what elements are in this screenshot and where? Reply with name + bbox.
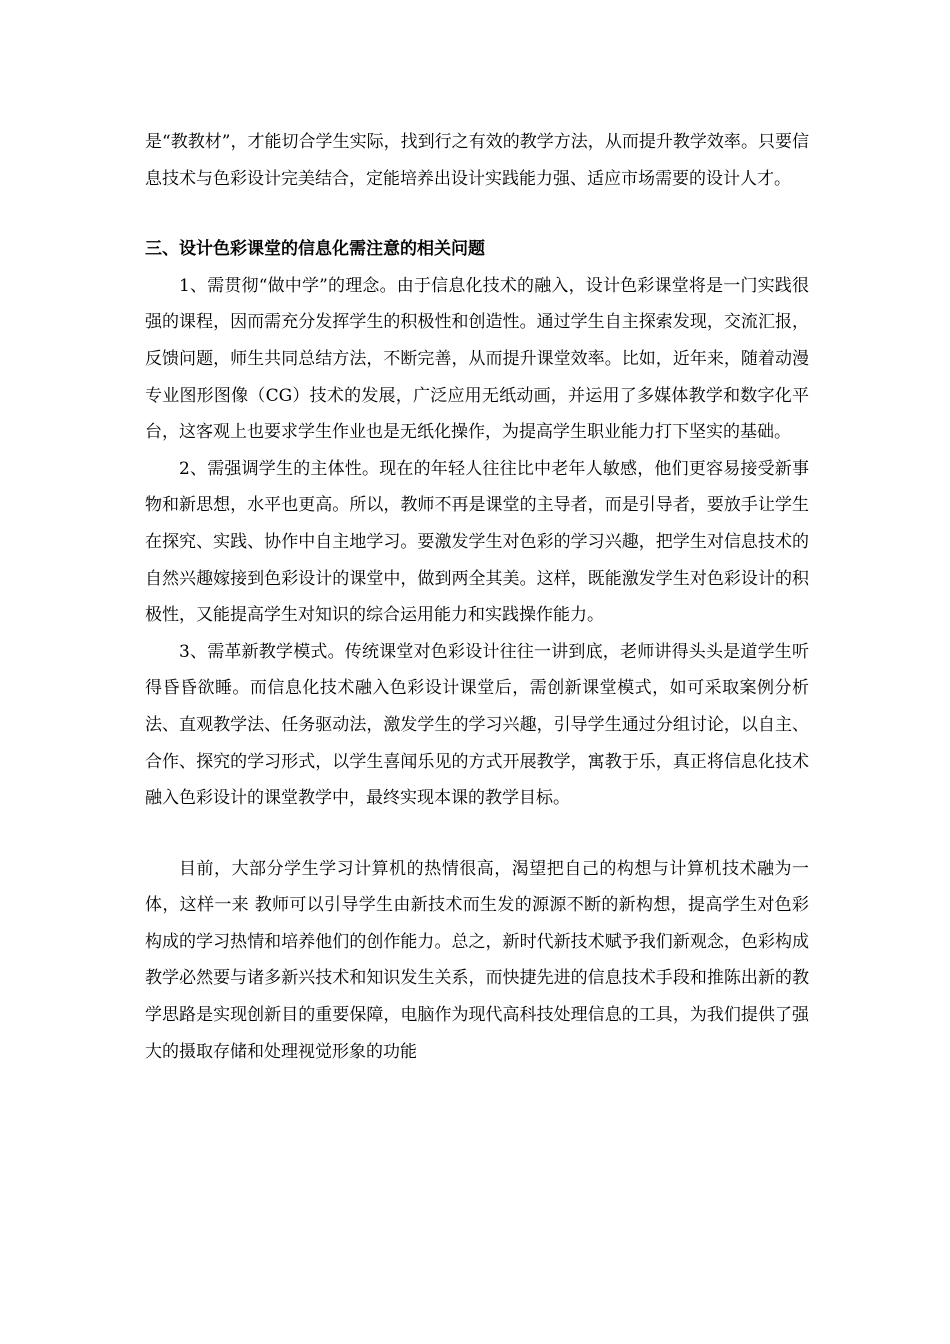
point-1-paragraph: 1、需贯彻“做中学”的理念。由于信息化技术的融入，设计色彩课堂将是一门实践很强的课程，因而需充分发挥学生的积极性和创造性。通过学生自主探索发现，交流汇报，反馈问题，师生共同总结方法，不断完善，从而提升课堂效率。比如，近年来，随着动漫专业图形图像（CG）技术的发展，广泛应用无纸动画，并运用了多媒体教学和数字化平台，这客观上也要求学生作业也是无纸化操作，为提高学生职业能力打下坚实的基础。 (145, 275, 809, 443)
point-2-paragraph: 2、需强调学生的主体性。现在的年轻人往往比中老年人敏感，他们更容易接受新事物和新思想，水平也更高。所以，教师不再是课堂的主导者，而是引导者，要放手让学生在探究、实践、协作中自主地学习。要激发学生对色彩的学习兴趣，把学生对信息技术的自然兴趣嫁接到色彩设计的课堂中，做到两全其美。这样，既能激发学生对色彩设计的积极性，又能提高学生对知识的综合运用能力和实践操作能力。 (145, 458, 809, 626)
point-3-paragraph: 3、需革新教学模式。传统课堂对色彩设计往往一讲到底，老师讲得头头是道学生听得昏昏欲睡。而信息化技术融入色彩设计课堂后，需创新课堂模式，如可采取案例分析法、直观教学法、任务驱动法，激发学生的学习兴趣，引导学生通过分组讨论，以自主、合作、探究的学习形式，以学生喜闻乐见的方式开展教学，寓教于乐，真正将信息化技术融入色彩设计的课堂教学中，最终实现本课的教学目标。 (145, 641, 809, 809)
closing-paragraph: 目前，大部分学生学习计算机的热情很高，渴望把自己的构想与计算机技术融为一体，这样一来 教师可以引导学生由新技术而生发的源源不断的新构想，提高学生对色彩构成的学习热情和培养他们的创作能力。总之，新时代新技术赋予我们新观念，色彩构成教学必然要与诸多新兴技术和知识发生关系，而快捷先进的信息技术手段和推陈出新的教学思路是实现创新目的重要保障，电脑作为现代高科技处理信息的工具，为我们提供了强大的摄取存储和处理视觉形象的功能 (145, 858, 809, 1062)
section-heading: 三、设计色彩课堂的信息化需注意的相关问题 (145, 239, 485, 260)
opening-paragraph: 是“教教材”，才能切合学生实际，找到行之有效的教学方法，从而提升教学效率。只要信息技术与色彩设计完美结合，定能培养出设计实践能力强、适应市场需要的设计人才。 (145, 132, 809, 189)
document-page (145, 124, 809, 1070)
